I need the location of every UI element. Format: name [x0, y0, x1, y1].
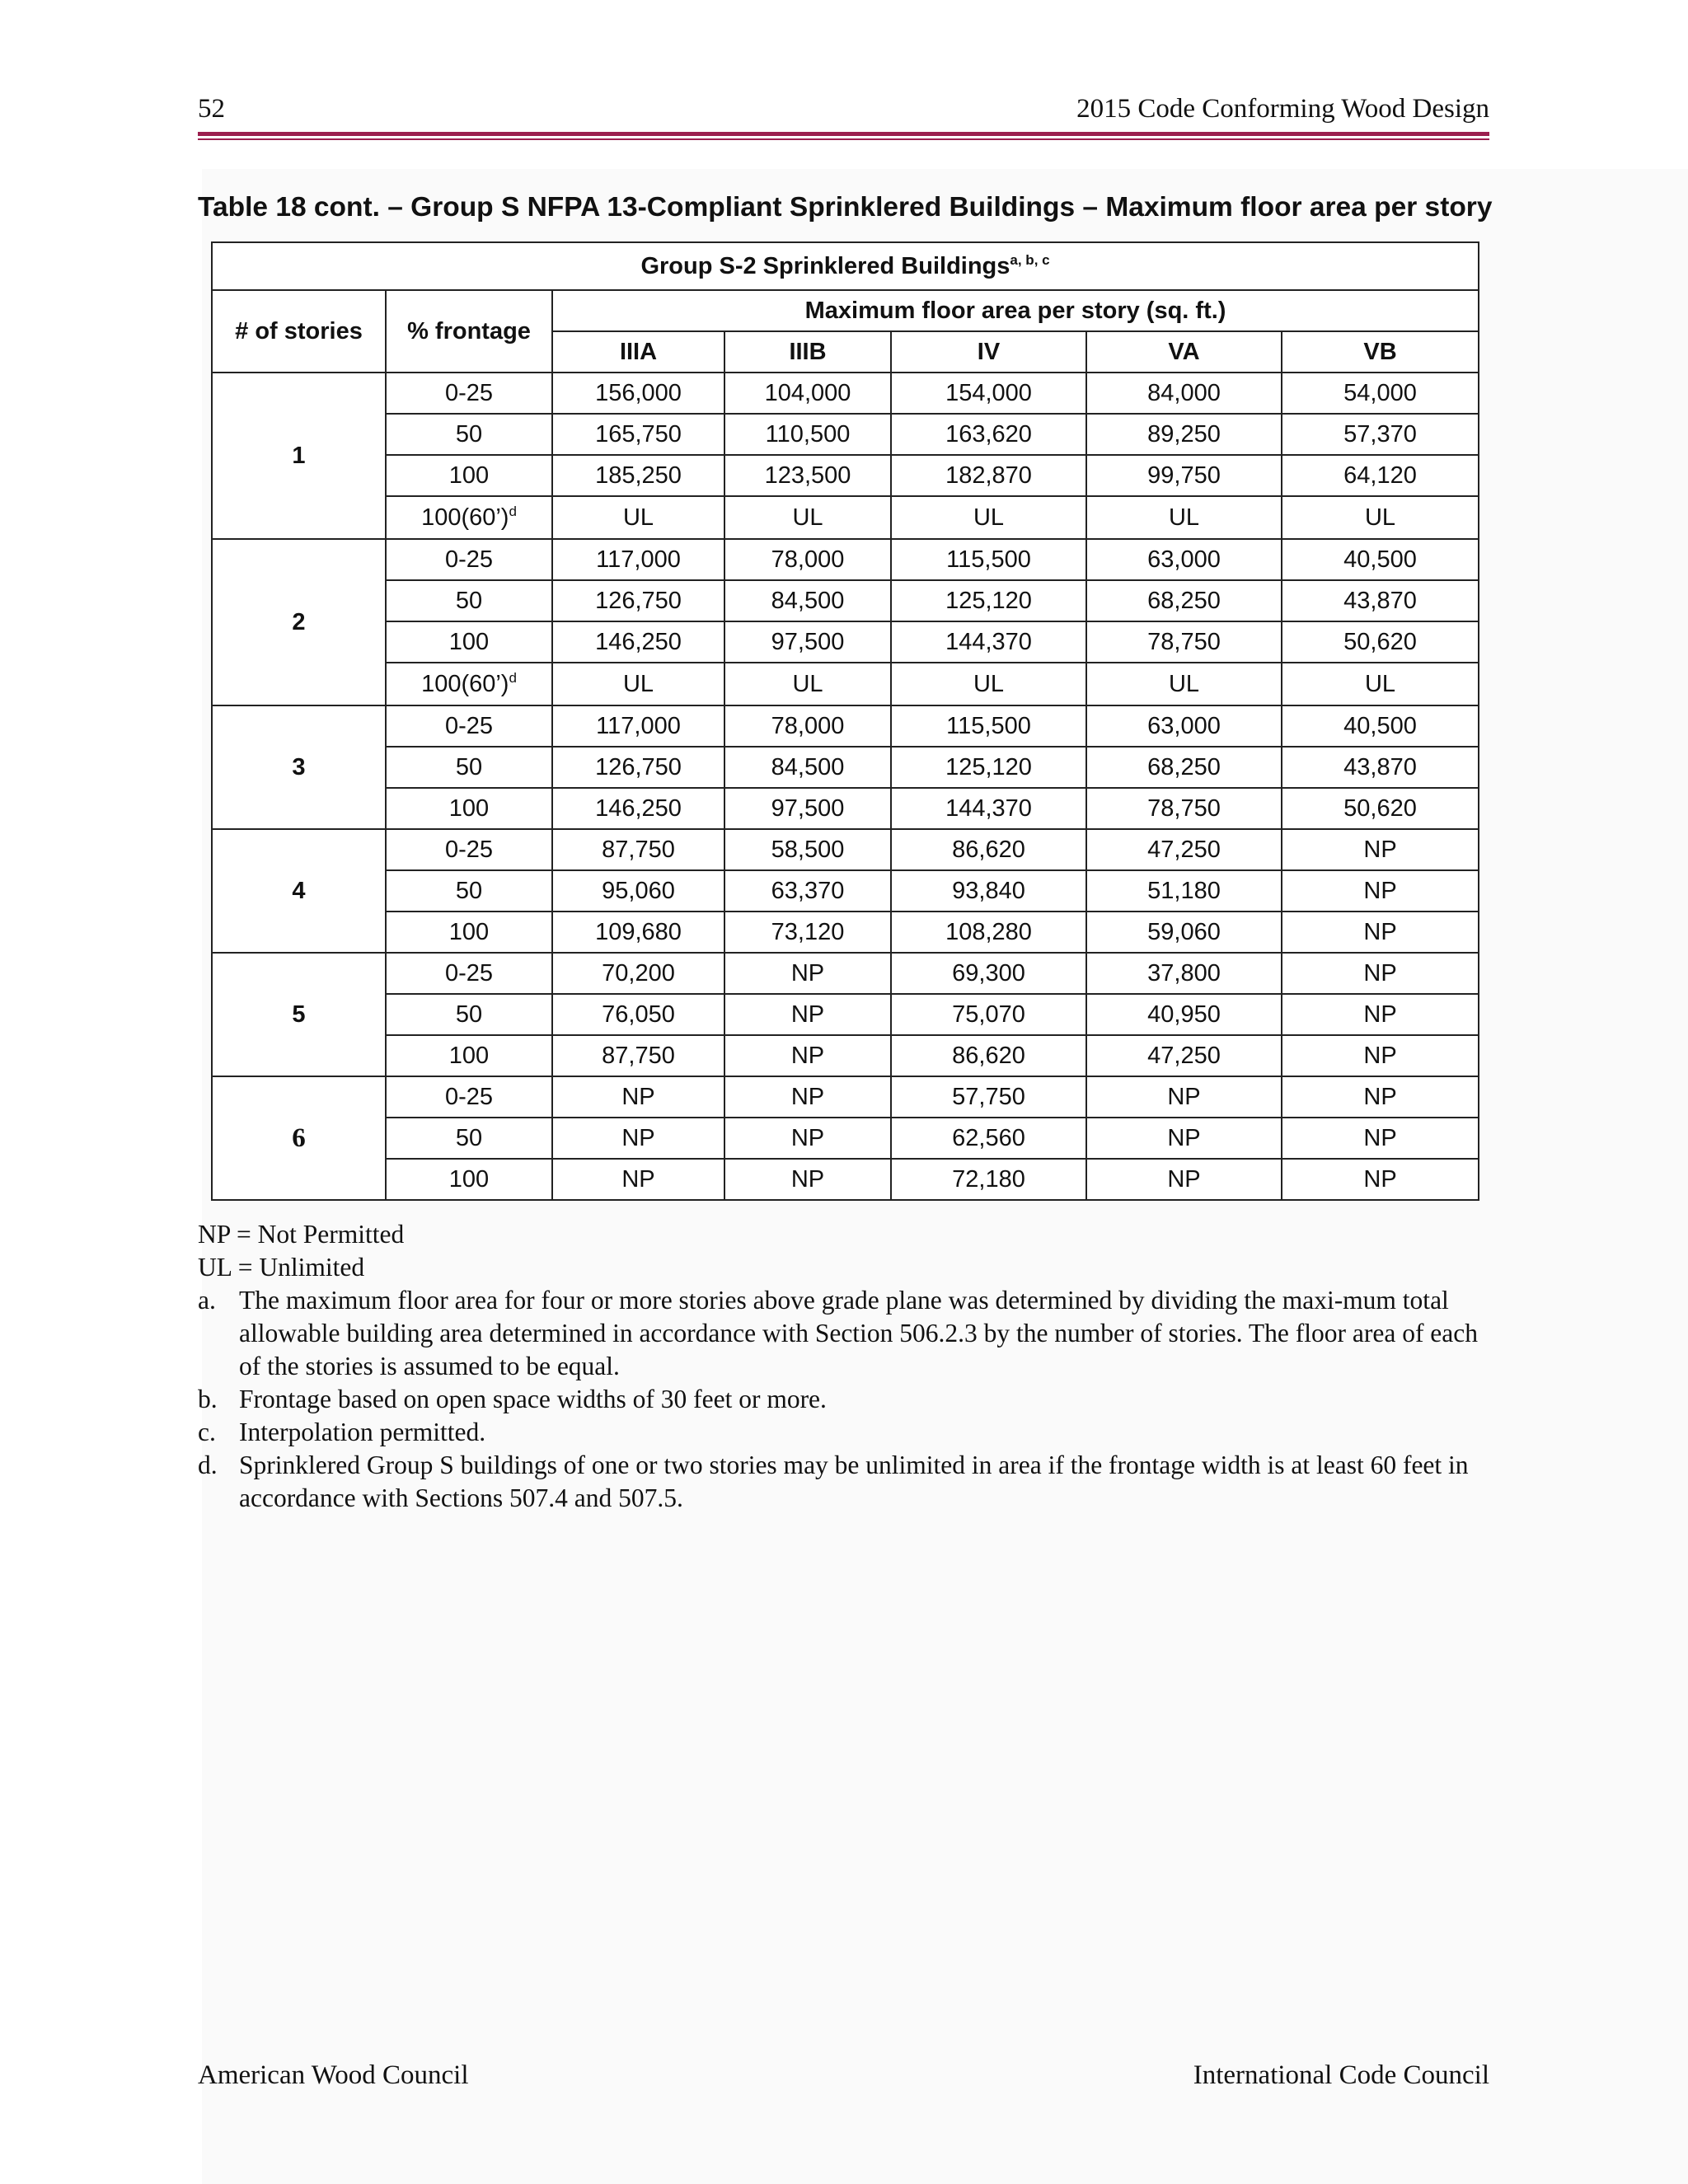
- area-value-cell: 123,500: [724, 455, 891, 496]
- area-value-cell: 57,750: [891, 1076, 1086, 1118]
- area-value-cell: 63,370: [724, 870, 891, 912]
- type-header: VA: [1086, 331, 1282, 373]
- table-row: [212, 1076, 1479, 1118]
- area-value-cell: 40,500: [1282, 539, 1479, 580]
- running-title: 2015 Code Conforming Wood Design: [1076, 94, 1489, 124]
- stories-cell: 5: [212, 953, 386, 1076]
- footnote-d: [198, 1449, 1484, 1515]
- area-value-cell: NP: [1282, 912, 1479, 953]
- frontage-value: 100: [448, 918, 490, 945]
- area-value-cell: 126,750: [552, 580, 724, 621]
- area-value-cell: NP: [1282, 1076, 1479, 1118]
- table-row: [212, 539, 1479, 580]
- area-value-cell: 40,500: [1282, 705, 1479, 747]
- footnote-text: Frontage based on open space widths of 30 feet or more.: [239, 1385, 827, 1413]
- area-value-cell: NP: [724, 1076, 891, 1118]
- table-row: [212, 747, 1479, 788]
- area-value-cell: NP: [1086, 1118, 1282, 1159]
- table-row: [212, 663, 1479, 705]
- area-value-cell: NP: [552, 1118, 724, 1159]
- type-header: IIIA: [552, 331, 724, 373]
- area-value-cell: 182,870: [891, 455, 1086, 496]
- frontage-value: 50: [455, 877, 483, 904]
- area-value-cell: 40,950: [1086, 994, 1282, 1035]
- frontage-cell: [386, 580, 552, 621]
- frontage-cell: [386, 1076, 552, 1118]
- area-value-cell: 109,680: [552, 912, 724, 953]
- group-title: Group S-2 Sprinklered Buildings: [640, 252, 1010, 279]
- area-value-cell: 47,250: [1086, 1035, 1282, 1076]
- frontage-column-header: % frontage: [386, 290, 552, 373]
- area-value-cell: 95,060: [552, 870, 724, 912]
- group-title-cell: [212, 242, 1479, 290]
- frontage-value: 100: [448, 1165, 490, 1193]
- area-value-cell: 144,370: [891, 621, 1086, 663]
- area-value-cell: 37,800: [1086, 953, 1282, 994]
- area-value-cell: UL: [1282, 496, 1479, 539]
- frontage-cell: [386, 1159, 552, 1200]
- area-value-cell: 99,750: [1086, 455, 1282, 496]
- area-value-cell: 185,250: [552, 455, 724, 496]
- area-value-cell: UL: [891, 663, 1086, 705]
- footnote-letter: d.: [198, 1451, 218, 1479]
- area-value-cell: 64,120: [1282, 455, 1479, 496]
- area-value-cell: 115,500: [891, 705, 1086, 747]
- footnote-text: Interpolation permitted.: [239, 1418, 486, 1446]
- frontage-cell: [386, 496, 552, 539]
- table-caption: Table 18 cont. – Group S NFPA 13-Compliant Sprinklered Buildings – Maximum floor area per story: [198, 192, 1493, 223]
- area-value-cell: 59,060: [1086, 912, 1282, 953]
- area-value-cell: 76,050: [552, 994, 724, 1035]
- frontage-cell: [386, 373, 552, 414]
- area-value-cell: 126,750: [552, 747, 724, 788]
- area-value-cell: NP: [724, 1035, 891, 1076]
- frontage-value: 0-25: [444, 959, 494, 987]
- frontage-value: 50: [455, 1124, 483, 1151]
- frontage-value: 100: [448, 1042, 490, 1069]
- frontage-cell: [386, 455, 552, 496]
- area-value-cell: 58,500: [724, 829, 891, 870]
- area-value-cell: UL: [552, 496, 724, 539]
- area-value-cell: NP: [1282, 870, 1479, 912]
- footnote-c: [198, 1416, 1484, 1449]
- frontage-cell: [386, 788, 552, 829]
- table-row: [212, 1118, 1479, 1159]
- area-value-cell: NP: [1282, 994, 1479, 1035]
- area-value-cell: 87,750: [552, 1035, 724, 1076]
- area-value-cell: UL: [724, 663, 891, 705]
- stories-cell: 6: [212, 1076, 386, 1200]
- area-value-cell: 78,000: [724, 705, 891, 747]
- area-value-cell: 78,000: [724, 539, 891, 580]
- frontage-value: 100(60’): [421, 670, 509, 697]
- footnote-text: The maximum floor area for four or more stories above grade plane was determined by dividing the maxi-mum total allowable building area determined in accordance with Section 506.2.3 by the number of stories. The floor area of each of the stories is assumed to be equal.: [239, 1286, 1479, 1380]
- area-value-cell: 154,000: [891, 373, 1086, 414]
- area-value-cell: 97,500: [724, 788, 891, 829]
- frontage-value: 100(60’): [421, 504, 509, 531]
- area-value-cell: 78,750: [1086, 621, 1282, 663]
- table-row: [212, 1035, 1479, 1076]
- area-value-cell: 50,620: [1282, 788, 1479, 829]
- table-body: [212, 373, 1479, 1200]
- area-value-cell: 117,000: [552, 705, 724, 747]
- area-value-cell: 68,250: [1086, 580, 1282, 621]
- area-value-cell: NP: [1086, 1159, 1282, 1200]
- area-value-cell: NP: [724, 994, 891, 1035]
- footnote-letter: b.: [198, 1385, 218, 1413]
- area-value-cell: 117,000: [552, 539, 724, 580]
- frontage-cell: [386, 539, 552, 580]
- area-value-cell: UL: [1086, 496, 1282, 539]
- area-value-cell: NP: [1282, 1118, 1479, 1159]
- table-row: [212, 994, 1479, 1035]
- area-value-cell: UL: [891, 496, 1086, 539]
- frontage-cell: [386, 747, 552, 788]
- table-row: [212, 580, 1479, 621]
- area-value-cell: NP: [552, 1159, 724, 1200]
- area-value-cell: 87,750: [552, 829, 724, 870]
- area-value-cell: UL: [1086, 663, 1282, 705]
- frontage-cell: [386, 621, 552, 663]
- area-value-cell: 156,000: [552, 373, 724, 414]
- area-value-cell: 163,620: [891, 414, 1086, 455]
- frontage-value: 100: [448, 628, 490, 655]
- stories-cell: 3: [212, 705, 386, 829]
- area-value-cell: UL: [724, 496, 891, 539]
- page-number: 52: [198, 94, 225, 124]
- area-value-cell: 125,120: [891, 747, 1086, 788]
- area-value-cell: 97,500: [724, 621, 891, 663]
- area-value-cell: NP: [1086, 1076, 1282, 1118]
- frontage-value: 0-25: [444, 712, 494, 739]
- area-value-cell: 63,000: [1086, 705, 1282, 747]
- area-value-cell: 93,840: [891, 870, 1086, 912]
- area-value-cell: 43,870: [1282, 747, 1479, 788]
- area-value-cell: 68,250: [1086, 747, 1282, 788]
- table-notes: [198, 1218, 1484, 1515]
- frontage-cell: [386, 1118, 552, 1159]
- area-value-cell: 86,620: [891, 829, 1086, 870]
- table-row: [212, 705, 1479, 747]
- frontage-value: 50: [455, 587, 483, 614]
- stories-cell: 4: [212, 829, 386, 953]
- footnote-text: Sprinklered Group S buildings of one or two stories may be unlimited in area if the frontage width is at least 60 feet in accordance with Sections 507.4 and 507.5.: [239, 1451, 1469, 1512]
- type-header: IV: [891, 331, 1086, 373]
- table-row: [212, 373, 1479, 414]
- area-value-cell: 165,750: [552, 414, 724, 455]
- area-value-cell: 110,500: [724, 414, 891, 455]
- area-value-cell: 69,300: [891, 953, 1086, 994]
- frontage-value: 0-25: [444, 836, 494, 863]
- area-value-cell: 50,620: [1282, 621, 1479, 663]
- frontage-value: 100: [448, 794, 490, 822]
- table-row: [212, 829, 1479, 870]
- frontage-cell: [386, 1035, 552, 1076]
- area-value-cell: NP: [724, 953, 891, 994]
- area-value-cell: 104,000: [724, 373, 891, 414]
- frontage-footnote-ref: d: [509, 503, 517, 519]
- table-row: [212, 1159, 1479, 1200]
- table-row: [212, 788, 1479, 829]
- table-row: [212, 870, 1479, 912]
- area-value-cell: 86,620: [891, 1035, 1086, 1076]
- area-value-cell: NP: [1282, 1159, 1479, 1200]
- area-value-cell: 63,000: [1086, 539, 1282, 580]
- table-row: [212, 414, 1479, 455]
- area-value-cell: NP: [724, 1118, 891, 1159]
- area-value-cell: 89,250: [1086, 414, 1282, 455]
- area-value-cell: 115,500: [891, 539, 1086, 580]
- area-value-cell: 84,000: [1086, 373, 1282, 414]
- footnote-b: [198, 1383, 1484, 1416]
- footnote-a: [198, 1284, 1484, 1383]
- table-row: [212, 496, 1479, 539]
- area-value-cell: 51,180: [1086, 870, 1282, 912]
- area-value-cell: 146,250: [552, 621, 724, 663]
- frontage-value: 50: [455, 1001, 483, 1028]
- frontage-value: 0-25: [444, 379, 494, 406]
- frontage-value: 100: [448, 462, 490, 489]
- floor-area-table: [211, 241, 1479, 1201]
- frontage-cell: [386, 414, 552, 455]
- area-value-cell: 54,000: [1282, 373, 1479, 414]
- area-value-cell: 72,180: [891, 1159, 1086, 1200]
- frontage-cell: [386, 953, 552, 994]
- frontage-value: 0-25: [444, 1083, 494, 1110]
- header-rule: [198, 132, 1489, 136]
- stories-cell: 2: [212, 539, 386, 705]
- area-value-cell: NP: [1282, 829, 1479, 870]
- area-value-cell: 84,500: [724, 580, 891, 621]
- area-value-cell: 108,280: [891, 912, 1086, 953]
- table-row: [212, 912, 1479, 953]
- type-header: IIIB: [724, 331, 891, 373]
- area-value-cell: 146,250: [552, 788, 724, 829]
- area-value-cell: 73,120: [724, 912, 891, 953]
- area-value-cell: 62,560: [891, 1118, 1086, 1159]
- area-value-cell: NP: [552, 1076, 724, 1118]
- footnote-letter: a.: [198, 1286, 216, 1315]
- group-title-footnote-ref: a, b, c: [1010, 251, 1050, 268]
- frontage-value: 50: [455, 753, 483, 780]
- table-row: [212, 455, 1479, 496]
- group-title-row: [212, 242, 1479, 290]
- area-value-cell: 43,870: [1282, 580, 1479, 621]
- note-ul: UL = Unlimited: [198, 1253, 365, 1282]
- area-value-cell: NP: [1282, 953, 1479, 994]
- table-row: [212, 621, 1479, 663]
- area-value-cell: 75,070: [891, 994, 1086, 1035]
- frontage-footnote-ref: d: [509, 669, 517, 686]
- area-value-cell: 70,200: [552, 953, 724, 994]
- area-value-cell: 57,370: [1282, 414, 1479, 455]
- header-rule-thin: [198, 138, 1489, 140]
- note-np: NP = Not Permitted: [198, 1220, 405, 1249]
- area-header-row: [212, 290, 1479, 331]
- frontage-value: 0-25: [444, 546, 494, 573]
- frontage-cell: [386, 994, 552, 1035]
- area-value-cell: UL: [1282, 663, 1479, 705]
- frontage-cell: [386, 912, 552, 953]
- area-value-cell: 47,250: [1086, 829, 1282, 870]
- frontage-cell: [386, 663, 552, 705]
- frontage-cell: [386, 705, 552, 747]
- frontage-cell: [386, 870, 552, 912]
- area-value-cell: NP: [1282, 1035, 1479, 1076]
- area-value-cell: 78,750: [1086, 788, 1282, 829]
- area-value-cell: 84,500: [724, 747, 891, 788]
- stories-column-header: # of stories: [212, 290, 386, 373]
- frontage-cell: [386, 829, 552, 870]
- area-value-cell: NP: [724, 1159, 891, 1200]
- area-value-cell: 144,370: [891, 788, 1086, 829]
- area-value-cell: 125,120: [891, 580, 1086, 621]
- frontage-value: 50: [455, 420, 483, 448]
- max-area-header: Maximum floor area per story (sq. ft.): [552, 290, 1479, 331]
- footer-right: International Code Council: [1193, 2060, 1489, 2090]
- stories-cell: 1: [212, 373, 386, 539]
- footnote-letter: c.: [198, 1418, 216, 1446]
- type-header: VB: [1282, 331, 1479, 373]
- area-value-cell: UL: [552, 663, 724, 705]
- footer-left: American Wood Council: [198, 2060, 469, 2090]
- table-row: [212, 953, 1479, 994]
